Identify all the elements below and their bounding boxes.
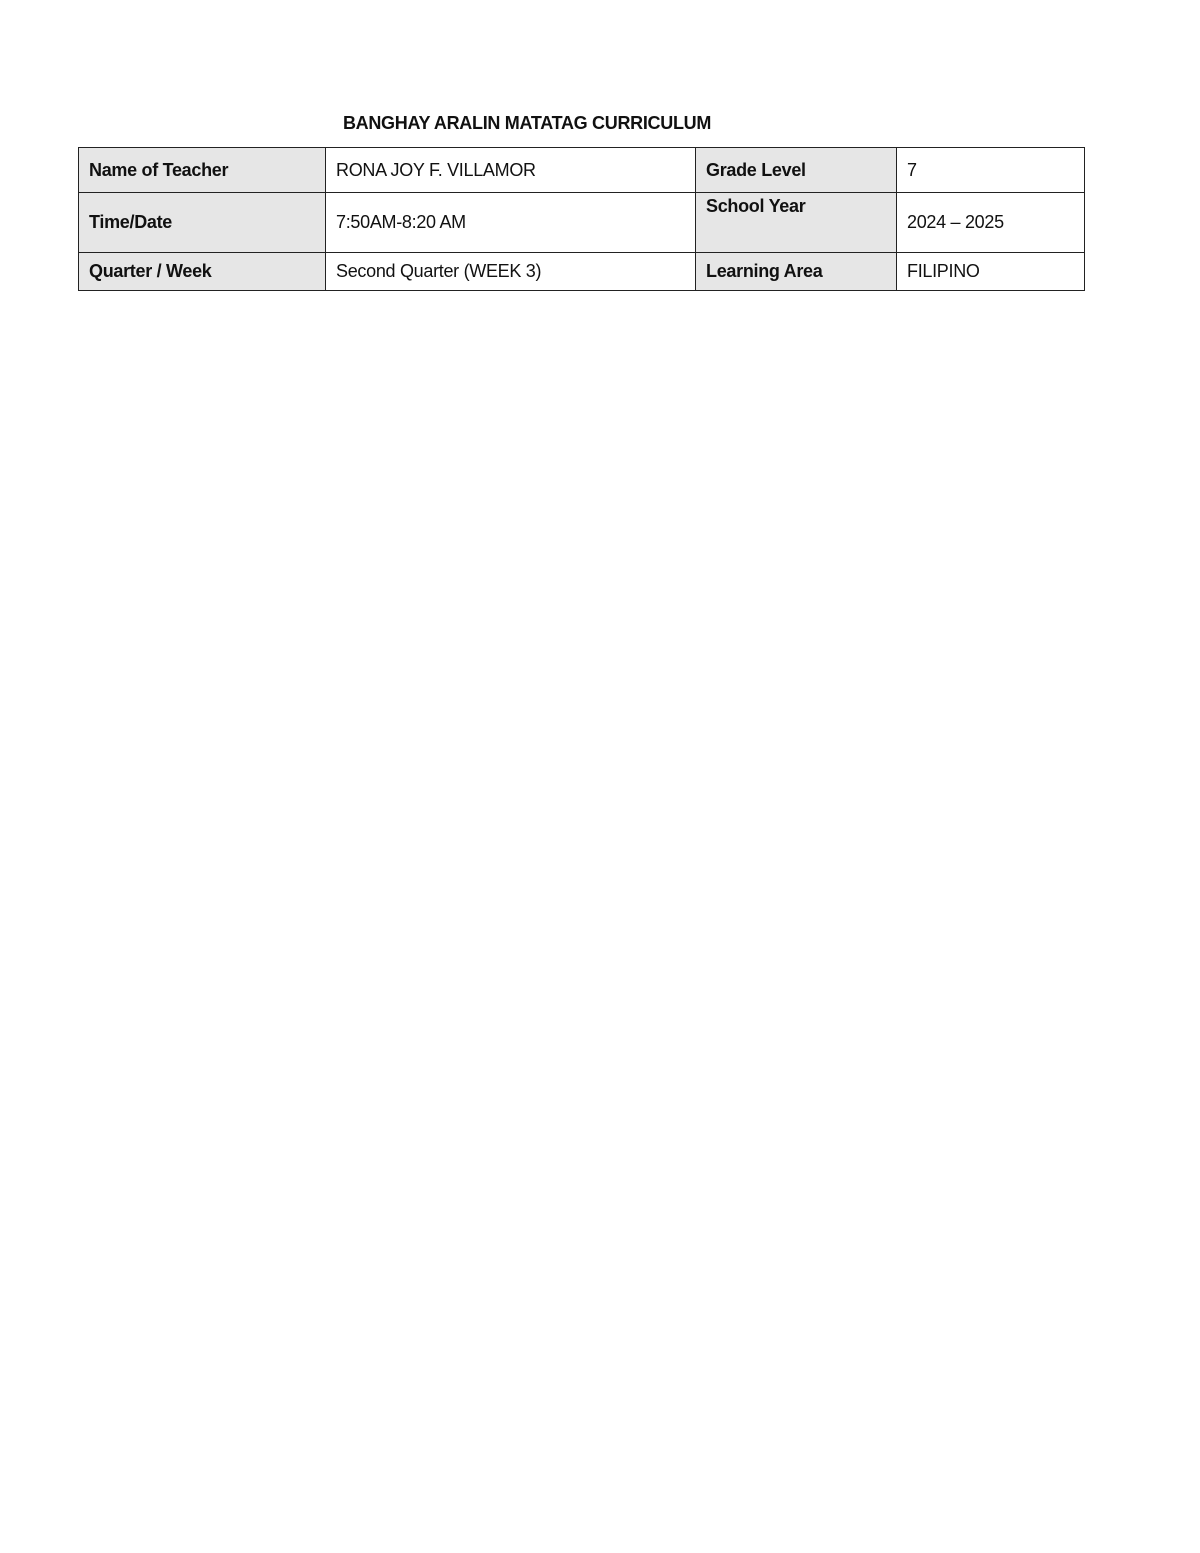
quarter-week-label: Quarter / Week xyxy=(79,253,326,291)
table-row xyxy=(79,193,1085,253)
table-row xyxy=(79,148,1085,193)
teacher-name-value: RONA JOY F. VILLAMOR xyxy=(326,148,696,193)
time-date-label: Time/Date xyxy=(79,193,326,253)
school-year-value: 2024 – 2025 xyxy=(897,193,1085,253)
learning-area-label: Learning Area xyxy=(696,253,897,291)
teacher-name-label: Name of Teacher xyxy=(79,148,326,193)
table-row xyxy=(79,253,1085,291)
lesson-info-table xyxy=(78,147,1085,291)
time-date-value: 7:50AM-8:20 AM xyxy=(326,193,696,253)
grade-level-value: 7 xyxy=(897,148,1085,193)
quarter-week-value: Second Quarter (WEEK 3) xyxy=(326,253,696,291)
school-year-label: School Year xyxy=(696,193,897,253)
grade-level-label: Grade Level xyxy=(696,148,897,193)
document-title: BANGHAY ARALIN MATATAG CURRICULUM xyxy=(342,113,712,133)
learning-area-value: FILIPINO xyxy=(897,253,1085,291)
